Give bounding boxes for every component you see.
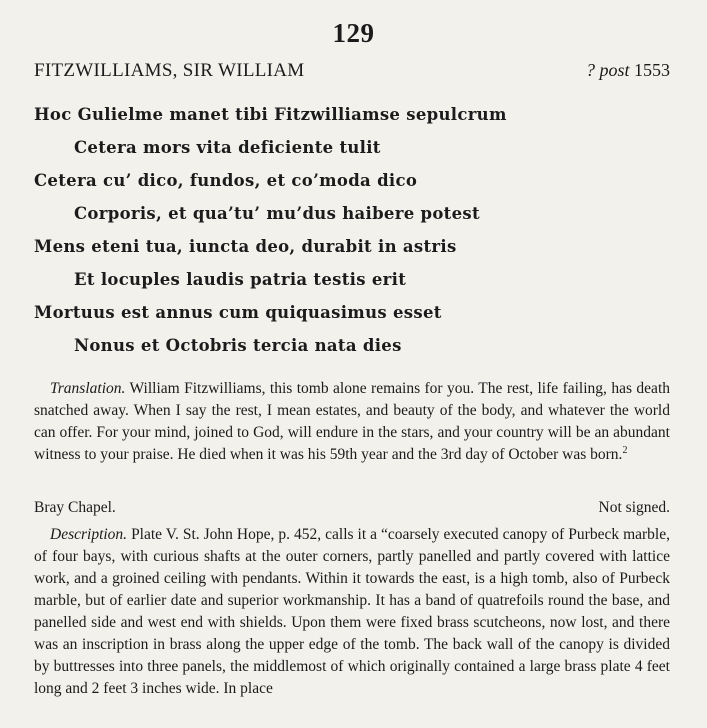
inscription-line: Hoc Gulielme manet tibi Fitzwilliamse sepulcrum [34, 105, 507, 124]
inscription-line: Nonus et Octobris tercia nata dies [74, 336, 402, 355]
entry-date [586, 60, 670, 81]
inscription-line: Corporis, et qua’tu’ mu’dus haibere potest [74, 204, 480, 223]
translation-label: Translation. [50, 380, 126, 397]
signed-status: Not signed. [598, 499, 670, 516]
chapel-name: Bray Chapel. [34, 499, 116, 516]
description-paragraph [34, 524, 670, 700]
inscription-line: Et locuples laudis patria testis erit [74, 270, 407, 289]
translation-paragraph [34, 378, 670, 466]
footnote-marker: 2 [622, 444, 628, 456]
description-text: Plate V. St. John Hope, p. 452, calls it a “coarsely executed canopy of Purbeck marble, of four bays, with curious shafts at the outer corners, partly panelled and partly covered with lattice work, and a groined ceiling with pendants. Within it towards the east, is a high tomb, also of Purbeck marble, but of earlier date and superior workmanship. It has a band of quatrefoils round the base, and panelled side and west end with shields. Upon them were fixed brass scutcheons, now lost, and there was an inscription in brass along the upper edge of the tomb. The back wall of the canopy is divided by buttresses into three panels, the middlemost of which originally contained a large brass plate 4 feet long and 2 feet 3 inches wide. In place [34, 526, 670, 697]
inscription-line: Mortuus est annus cum quiquasimus esset [34, 303, 442, 322]
entry-heading [34, 60, 670, 82]
date-year: 1553 [634, 60, 670, 80]
location-row [34, 499, 670, 517]
inscription-line: Mens eteni tua, iuncta deo, durabit in astris [34, 237, 457, 256]
latin-inscription [34, 98, 674, 362]
entry-name: FITZWILLIAMS, SIR WILLIAM [34, 60, 305, 81]
translation-text: William Fitzwilliams, this tomb alone remains for you. The rest, life failing, has death snatched away. When I say the rest, I mean estates, and beauty of the body, and whatever the world can offer. For your mind, joined to God, will endure in the stars, and your country will be an abundant witness to your praise. He died when it was his 59th year and the 3rd day of October was born. [34, 380, 670, 463]
page-number: 129 [332, 18, 375, 48]
inscription-line: Cetera mors vita deficiente tulit [74, 138, 381, 157]
inscription-line: Cetera cu’ dico, fundos, et co’moda dico [34, 171, 418, 190]
date-prefix: ? post [585, 60, 630, 80]
description-label: Description. [50, 526, 128, 543]
